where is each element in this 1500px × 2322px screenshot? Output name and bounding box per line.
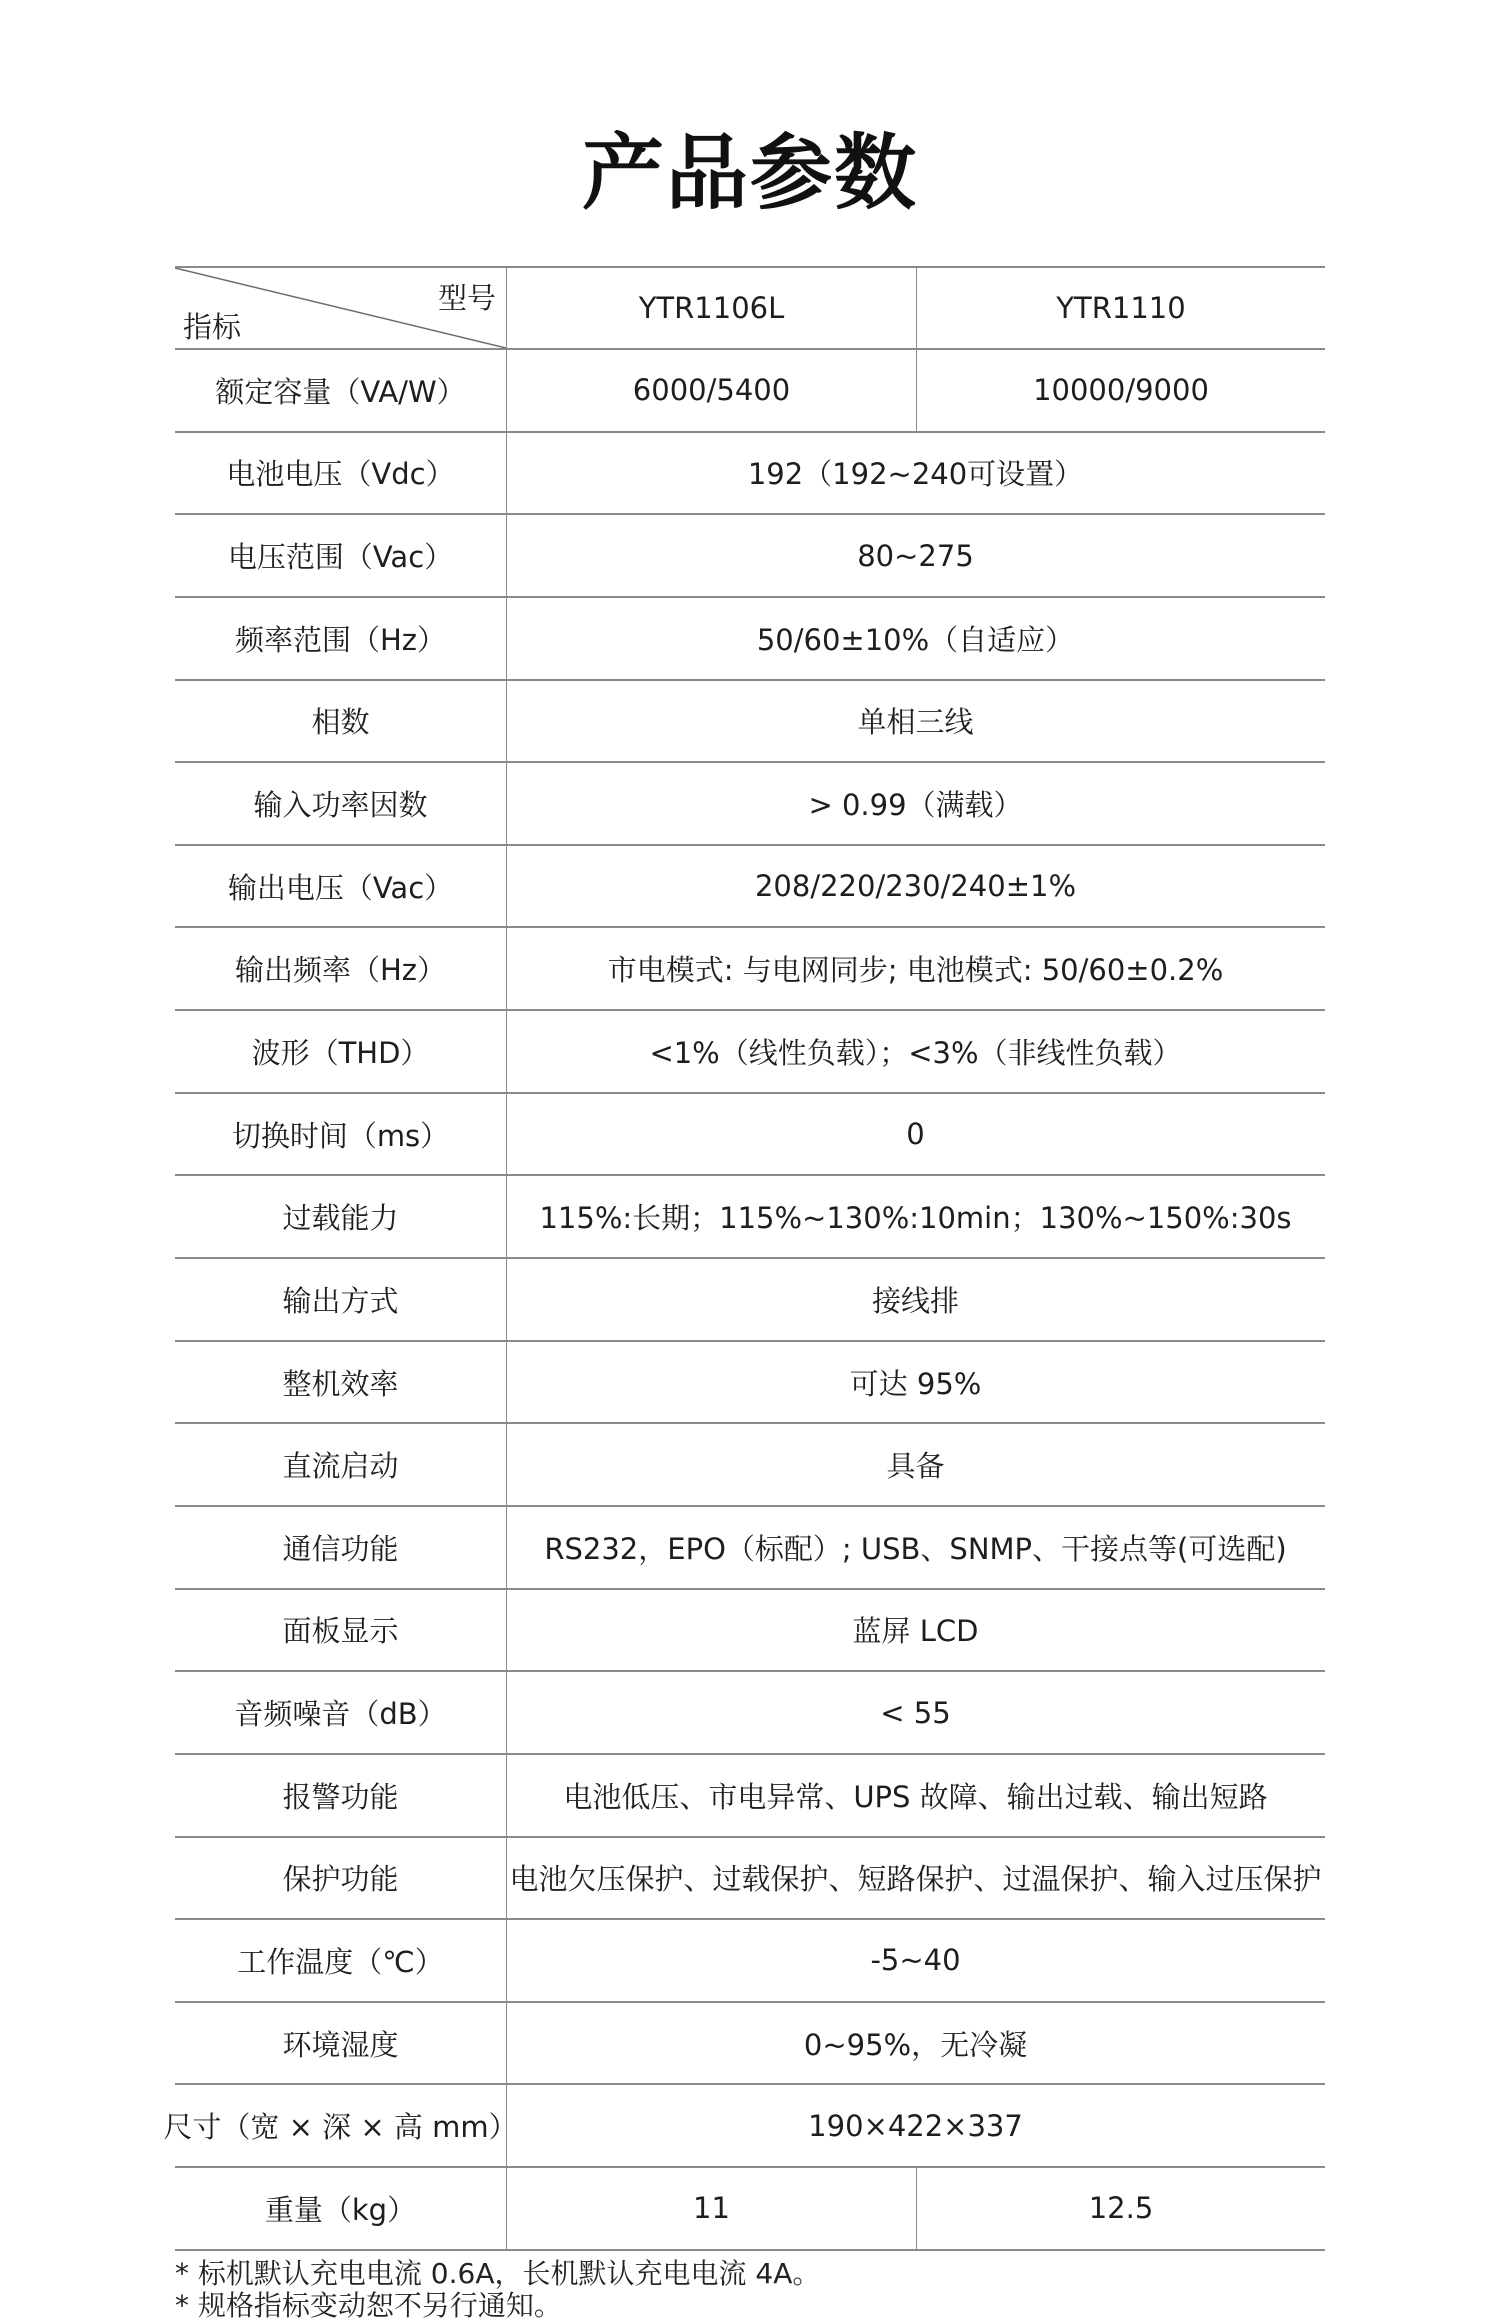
table-row — [175, 1838, 1325, 1921]
model-a-header: YTR1106L — [507, 268, 917, 348]
row-label: 过载能力 — [175, 1176, 507, 1257]
row-label: 音频噪音（dB） — [175, 1672, 507, 1753]
row-value: 115%:长期；115%~130%:10min；130%~150%:30s — [539, 1201, 1292, 1236]
row-value: 0 — [906, 1117, 925, 1152]
row-label: 输出电压（Vac） — [175, 846, 507, 927]
table-row — [175, 1507, 1325, 1590]
table-row — [175, 1672, 1325, 1755]
row-label: 直流启动 — [175, 1424, 507, 1505]
table-row — [163, 2085, 1325, 2168]
table-row — [175, 2168, 1325, 2251]
row-label: 电池电压（Vdc） — [175, 433, 507, 514]
row-value-model-b: 12.5 — [1088, 2191, 1154, 2226]
table-row — [175, 433, 1325, 516]
table-row — [175, 2003, 1325, 2086]
footnote: * 规格指标变动恕不另行通知。 — [175, 2289, 562, 2322]
row-value: RS232，EPO（标配）; USB、SNMP、干接点等(可选配) — [544, 1531, 1287, 1566]
row-value: 192（192~240可设置） — [747, 457, 1084, 492]
row-label: 输入功率因数 — [175, 763, 507, 844]
row-value: 80~275 — [857, 538, 974, 573]
table-row — [175, 1755, 1325, 1838]
table-row — [175, 846, 1325, 929]
row-label: 输出方式 — [175, 1259, 507, 1340]
row-value: > 0.99（满载） — [808, 788, 1023, 823]
row-value: 市电模式: 与电网同步; 电池模式: 50/60±0.2% — [607, 953, 1224, 988]
row-value: 单相三线 — [857, 705, 974, 740]
table-row — [175, 763, 1325, 846]
row-value-model-a: 11 — [507, 2168, 917, 2249]
row-label: 工作温度（℃） — [175, 1920, 507, 2001]
corner-header-cell — [175, 268, 507, 348]
table-row — [175, 1590, 1325, 1673]
row-label: 保护功能 — [175, 1838, 507, 1919]
indicator-header-label: 指标 — [183, 310, 242, 344]
row-value: 电池欠压保护、过载保护、短路保护、过温保护、输入过压保护 — [509, 1862, 1322, 1897]
row-value: 208/220/230/240±1% — [754, 869, 1077, 904]
table-row — [175, 1920, 1325, 2003]
table-row — [175, 1259, 1325, 1342]
table-row — [175, 1176, 1325, 1259]
row-label: 重量（kg） — [175, 2168, 507, 2249]
table-row — [175, 350, 1325, 433]
table-row — [175, 598, 1325, 681]
footnotes — [175, 2258, 820, 2322]
table-row — [175, 681, 1325, 764]
model-header-label: 型号 — [437, 281, 496, 315]
row-label: 报警功能 — [175, 1755, 507, 1836]
row-label: 面板显示 — [175, 1590, 507, 1671]
table-row — [175, 928, 1325, 1011]
row-label: 尺寸（宽 × 深 × 高 mm） — [175, 2085, 507, 2166]
row-value: 接线排 — [871, 1283, 959, 1318]
row-label: 切换时间（ms） — [175, 1094, 507, 1175]
row-label: 相数 — [175, 681, 507, 762]
row-value: 蓝屏 LCD — [852, 1614, 979, 1649]
row-value-model-b: 10000/9000 — [1033, 373, 1209, 408]
row-value: 190×422×337 — [808, 2108, 1023, 2143]
table-row — [175, 1342, 1325, 1425]
model-b-header: YTR1110 — [1056, 291, 1186, 325]
row-label: 环境湿度 — [175, 2003, 507, 2084]
row-label: 波形（THD） — [175, 1011, 507, 1092]
table-row — [175, 1424, 1325, 1507]
row-label: 额定容量（VA/W） — [175, 350, 507, 431]
row-value: 具备 — [886, 1449, 945, 1484]
row-value: 电池低压、市电异常、UPS 故障、输出过载、输出短路 — [563, 1779, 1268, 1814]
spec-table — [163, 266, 1325, 2251]
page-title: 产品参数 — [581, 126, 918, 221]
row-label: 电压范围（Vac） — [175, 515, 507, 596]
footnote: * 标机默认充电电流 0.6A，长机默认充电电流 4A。 — [175, 2257, 821, 2290]
table-header-row — [175, 268, 1325, 350]
row-value: 0~95%，无冷凝 — [803, 2027, 1028, 2062]
row-value: 可达 95% — [849, 1366, 982, 1401]
row-label: 通信功能 — [175, 1507, 507, 1588]
row-label: 整机效率 — [175, 1342, 507, 1423]
row-label: 输出频率（Hz） — [175, 928, 507, 1009]
row-value: -5~40 — [870, 1943, 961, 1978]
table-row — [175, 515, 1325, 598]
row-value-model-a: 6000/5400 — [507, 350, 917, 431]
row-label: 频率范围（Hz） — [175, 598, 507, 679]
row-value: 50/60±10%（自适应） — [756, 622, 1075, 657]
table-row — [175, 1011, 1325, 1094]
table-row — [175, 1094, 1325, 1177]
row-value: <1%（线性负载）；<3%（非线性负载） — [649, 1035, 1182, 1070]
row-value: < 55 — [880, 1695, 951, 1730]
